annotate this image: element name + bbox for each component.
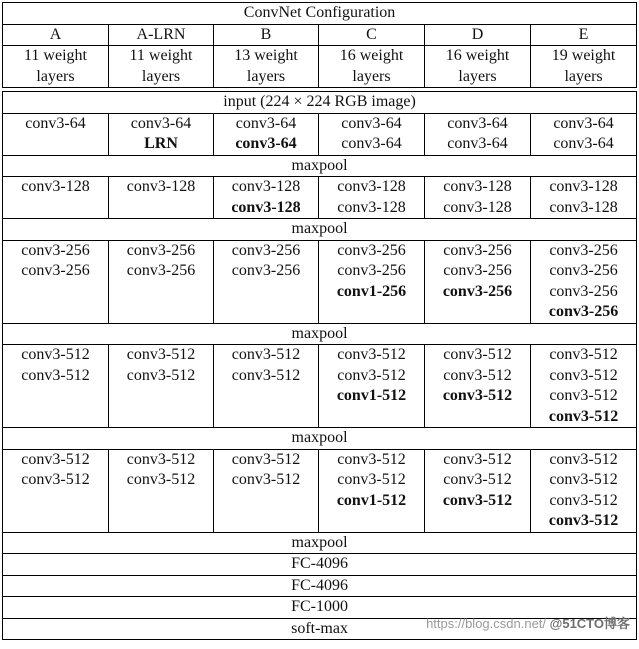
table-title: ConvNet Configuration: [3, 3, 637, 25]
layer-label: conv3-64: [553, 135, 614, 152]
layer-block-row: [3, 177, 637, 219]
fc-row: FC-1000: [3, 597, 637, 619]
watermark-brand: @51CTO博客: [549, 615, 630, 631]
layer-label: conv3-512: [337, 450, 406, 468]
layer-cell: [109, 449, 214, 532]
layer-label: conv3-256: [442, 282, 513, 300]
convnet-config-table: [2, 2, 637, 640]
layer-label: conv3-64: [341, 114, 402, 132]
layer-cell: [319, 449, 425, 532]
layer-cell: [214, 345, 319, 428]
column-id: A: [3, 24, 109, 46]
column-id: C: [319, 24, 425, 46]
column-id: A-LRN: [109, 24, 214, 46]
layer-label: conv3-512: [337, 366, 406, 384]
layer-cell: [319, 177, 425, 219]
layer-label: conv3-64: [25, 114, 86, 132]
layer-cell: [425, 177, 531, 219]
layer-label: conv3-128: [231, 178, 301, 195]
layer-cell: [425, 449, 531, 532]
layer-label: conv3-128: [337, 198, 406, 216]
column-depth: 11 weight layers: [109, 46, 214, 88]
layer-cell: [3, 240, 109, 323]
layer-label: conv3-256: [549, 262, 618, 279]
layer-label: conv3-256: [549, 241, 618, 259]
column-depth-row: [3, 46, 637, 88]
layer-label: conv3-128: [549, 178, 618, 195]
fc-row: FC-4096: [3, 554, 637, 576]
layer-cell: [319, 240, 425, 323]
layer-block-row: [3, 113, 637, 155]
layer-label: conv3-128: [126, 178, 196, 195]
column-depth: 13 weight layers: [214, 46, 319, 88]
layer-label: conv3-512: [443, 450, 512, 468]
layer-cell: [531, 177, 637, 219]
layer-label: conv3-512: [231, 346, 301, 363]
layer-block-row: [3, 345, 637, 428]
layer-label: conv3-512: [549, 387, 618, 404]
maxpool-row: maxpool: [3, 155, 637, 177]
layer-label: conv3-512: [126, 346, 196, 363]
layer-label: conv3-512: [21, 450, 90, 468]
layer-cell: [3, 345, 109, 428]
layer-cell: [531, 240, 637, 323]
input-row: input (224 × 224 RGB image): [3, 92, 637, 114]
maxpool-row: maxpool: [3, 428, 637, 450]
layer-label: conv3-512: [548, 512, 619, 529]
layer-cell: [425, 113, 531, 155]
layer-cell: [3, 177, 109, 219]
maxpool-row: maxpool: [3, 323, 637, 345]
layer-label: conv3-64: [341, 135, 402, 152]
layer-cell: [531, 449, 637, 532]
layer-label: conv3-512: [548, 407, 619, 425]
softmax-row: soft-max: [3, 618, 637, 640]
layer-label: conv1-512: [336, 491, 407, 509]
layer-label: conv3-512: [126, 450, 196, 468]
layer-label: conv3-256: [443, 262, 512, 279]
layer-label: conv3-256: [337, 262, 406, 279]
layer-label: conv3-512: [549, 346, 618, 363]
layer-label: conv3-512: [337, 346, 406, 363]
layer-label: conv3-512: [443, 471, 512, 488]
column-id-row: [3, 24, 637, 46]
layer-label: conv3-256: [443, 241, 512, 259]
column-depth: 19 weight layers: [531, 46, 637, 88]
layer-label: conv3-512: [231, 471, 301, 488]
watermark: [426, 614, 630, 635]
layer-cell: [425, 240, 531, 323]
layer-label: conv3-64: [130, 114, 192, 132]
layer-label: conv3-512: [549, 471, 618, 488]
layer-cell: [214, 113, 319, 155]
fc-row: FC-4096: [3, 575, 637, 597]
layer-cell: [3, 449, 109, 532]
layer-label: conv3-256: [231, 241, 301, 259]
watermark-url: https://blog.csdn.net/: [426, 615, 547, 631]
layer-cell: [109, 240, 214, 323]
layer-label: conv3-256: [548, 303, 619, 320]
layer-label: conv3-512: [21, 471, 90, 488]
layer-label: conv1-256: [336, 282, 407, 300]
layer-label: conv3-256: [21, 241, 90, 259]
layer-cell: [214, 177, 319, 219]
column-id: B: [214, 24, 319, 46]
layer-cell: [109, 177, 214, 219]
layer-cell: [319, 345, 425, 428]
layer-label: conv1-512: [336, 387, 407, 404]
column-id: D: [425, 24, 531, 46]
layer-label: conv3-512: [21, 366, 90, 384]
layer-label: conv3-512: [231, 450, 301, 468]
layer-label: conv3-256: [126, 241, 196, 259]
layer-label: conv3-128: [337, 178, 406, 195]
layer-label: conv3-128: [549, 198, 618, 216]
column-depth: 16 weight layers: [425, 46, 531, 88]
layer-label: conv3-512: [126, 471, 196, 488]
layer-block-row: [3, 240, 637, 323]
layer-cell: [3, 113, 109, 155]
layer-label: conv3-512: [126, 366, 196, 384]
layer-cell: [214, 449, 319, 532]
layer-label: conv3-512: [231, 366, 301, 384]
layer-label: conv3-256: [549, 282, 618, 300]
layer-label: conv3-64: [235, 135, 297, 152]
layer-label: conv3-64: [553, 114, 614, 132]
layer-cell: [109, 345, 214, 428]
layer-label: conv3-128: [231, 198, 301, 216]
layer-cell: [531, 345, 637, 428]
layer-label: conv3-256: [231, 262, 301, 279]
layer-label: conv3-128: [21, 178, 90, 195]
layer-label: conv3-64: [235, 114, 297, 132]
layer-cell: [425, 345, 531, 428]
layer-label: conv3-256: [337, 241, 406, 259]
layer-cell: [109, 113, 214, 155]
layer-cell: [214, 240, 319, 323]
layer-label: conv3-128: [443, 178, 512, 195]
layer-label: conv3-512: [21, 346, 90, 363]
layer-label: conv3-64: [447, 114, 508, 132]
layer-label: conv3-512: [443, 366, 512, 384]
layer-label: conv3-512: [442, 491, 513, 509]
layer-label: conv3-512: [443, 346, 512, 363]
layer-label: conv3-256: [21, 262, 90, 279]
layer-label: conv3-512: [337, 471, 406, 488]
maxpool-row: maxpool: [3, 532, 637, 554]
layer-block-row: [3, 449, 637, 532]
layer-label: conv3-128: [443, 198, 512, 216]
layer-label: conv3-256: [126, 262, 196, 279]
layer-cell: [531, 113, 637, 155]
column-id: E: [531, 24, 637, 46]
layer-label: conv3-512: [442, 387, 513, 404]
column-depth: 11 weight layers: [3, 46, 109, 88]
layer-label: LRN: [144, 135, 178, 152]
convnet-config-table-container: [2, 2, 636, 640]
layer-label: conv3-512: [549, 491, 618, 509]
layer-label: conv3-512: [549, 450, 618, 468]
maxpool-row: maxpool: [3, 219, 637, 241]
layer-cell: [319, 113, 425, 155]
layer-label: conv3-512: [549, 366, 618, 384]
column-depth: 16 weight layers: [319, 46, 425, 88]
layer-label: conv3-64: [447, 135, 508, 152]
